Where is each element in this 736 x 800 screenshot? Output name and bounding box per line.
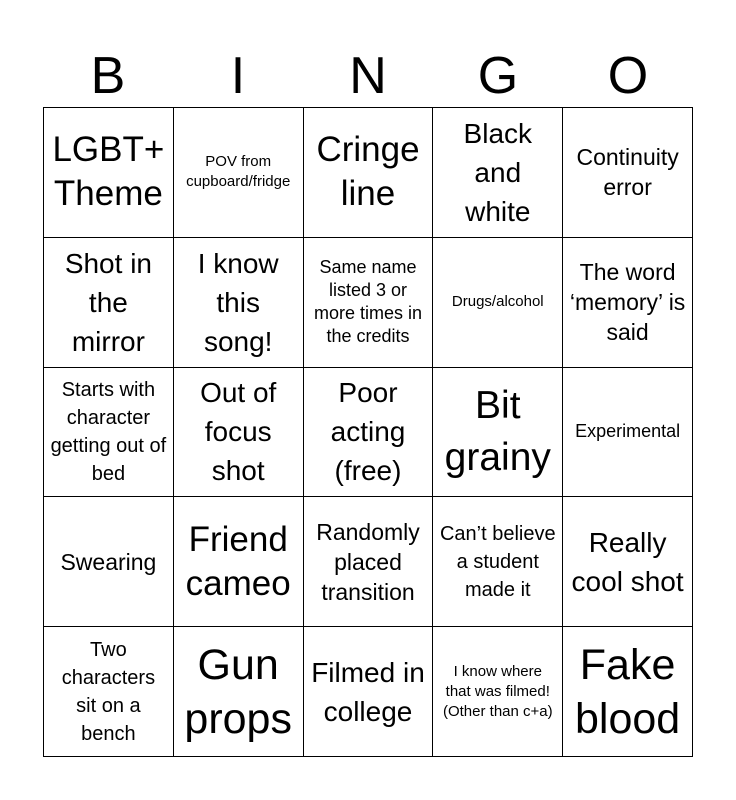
bingo-cell[interactable] — [44, 108, 174, 238]
bingo-cell[interactable] — [304, 627, 434, 757]
cell-text: Fake blood — [574, 640, 681, 743]
bingo-cell[interactable] — [44, 368, 174, 498]
bingo-cell[interactable] — [563, 368, 693, 498]
cell-text: The word ‘memory’ is said — [569, 259, 686, 346]
cell-text: Randomly placed transition — [316, 518, 420, 605]
cell-text: Two characters sit on a bench — [61, 638, 156, 745]
cell-text: Starts with character getting out of bed — [50, 378, 167, 485]
bingo-cell[interactable] — [433, 497, 563, 627]
cell-text: Black and white — [463, 117, 533, 227]
cell-text: Poor acting (free) — [330, 377, 406, 487]
bingo-cell[interactable] — [174, 238, 304, 368]
bingo-header — [43, 44, 693, 108]
cell-text: Really cool shot — [571, 526, 684, 597]
bingo-cell[interactable] — [44, 497, 174, 627]
bingo-cell[interactable] — [563, 497, 693, 627]
cell-text: Drugs/alcohol — [451, 293, 544, 311]
cell-text: Out of focus shot — [200, 377, 277, 487]
bingo-cell[interactable] — [433, 238, 563, 368]
bingo-cell[interactable] — [563, 627, 693, 757]
header-letter-g: G — [477, 47, 519, 105]
cell-text: Continuity error — [576, 144, 679, 201]
header-letter-o: O — [607, 47, 649, 105]
cell-text: POV from cupboard/fridge — [186, 153, 291, 191]
cell-text: Gun props — [184, 640, 292, 743]
cell-text: Cringe line — [316, 130, 420, 214]
bingo-board — [43, 107, 693, 757]
bingo-cell[interactable] — [174, 108, 304, 238]
bingo-cell[interactable] — [304, 238, 434, 368]
bingo-cell[interactable] — [304, 368, 434, 498]
bingo-cell[interactable] — [304, 108, 434, 238]
header-letter-i: I — [230, 47, 246, 105]
bingo-cell[interactable] — [304, 497, 434, 627]
bingo-cell[interactable] — [563, 238, 693, 368]
cell-text: LGBT+ Theme — [52, 130, 165, 214]
bingo-cell[interactable] — [563, 108, 693, 238]
bingo-cell[interactable] — [433, 108, 563, 238]
header-letter-b: B — [90, 47, 126, 105]
cell-text: Shot in the mirror — [64, 247, 152, 357]
bingo-cell[interactable] — [433, 627, 563, 757]
bingo-cell[interactable] — [433, 368, 563, 498]
cell-text: Experimental — [575, 421, 681, 442]
cell-text: Same name listed 3 or more times in the credits — [313, 257, 422, 347]
header-letter-n: N — [349, 47, 387, 105]
cell-text: Bit grainy — [444, 383, 551, 479]
cell-text: Filmed in college — [311, 656, 425, 727]
bingo-cell[interactable] — [174, 368, 304, 498]
bingo-cell[interactable] — [174, 627, 304, 757]
bingo-cell[interactable] — [44, 238, 174, 368]
cell-text: Friend cameo — [185, 519, 291, 603]
cell-text: I know where that was filmed! (Other than c+a) — [442, 662, 553, 720]
cell-text: Can’t believe a student made it — [439, 522, 556, 601]
bingo-cell[interactable] — [44, 627, 174, 757]
cell-text: Swearing — [60, 548, 157, 575]
cell-text: I know this song! — [197, 247, 279, 357]
bingo-cell[interactable] — [174, 497, 304, 627]
